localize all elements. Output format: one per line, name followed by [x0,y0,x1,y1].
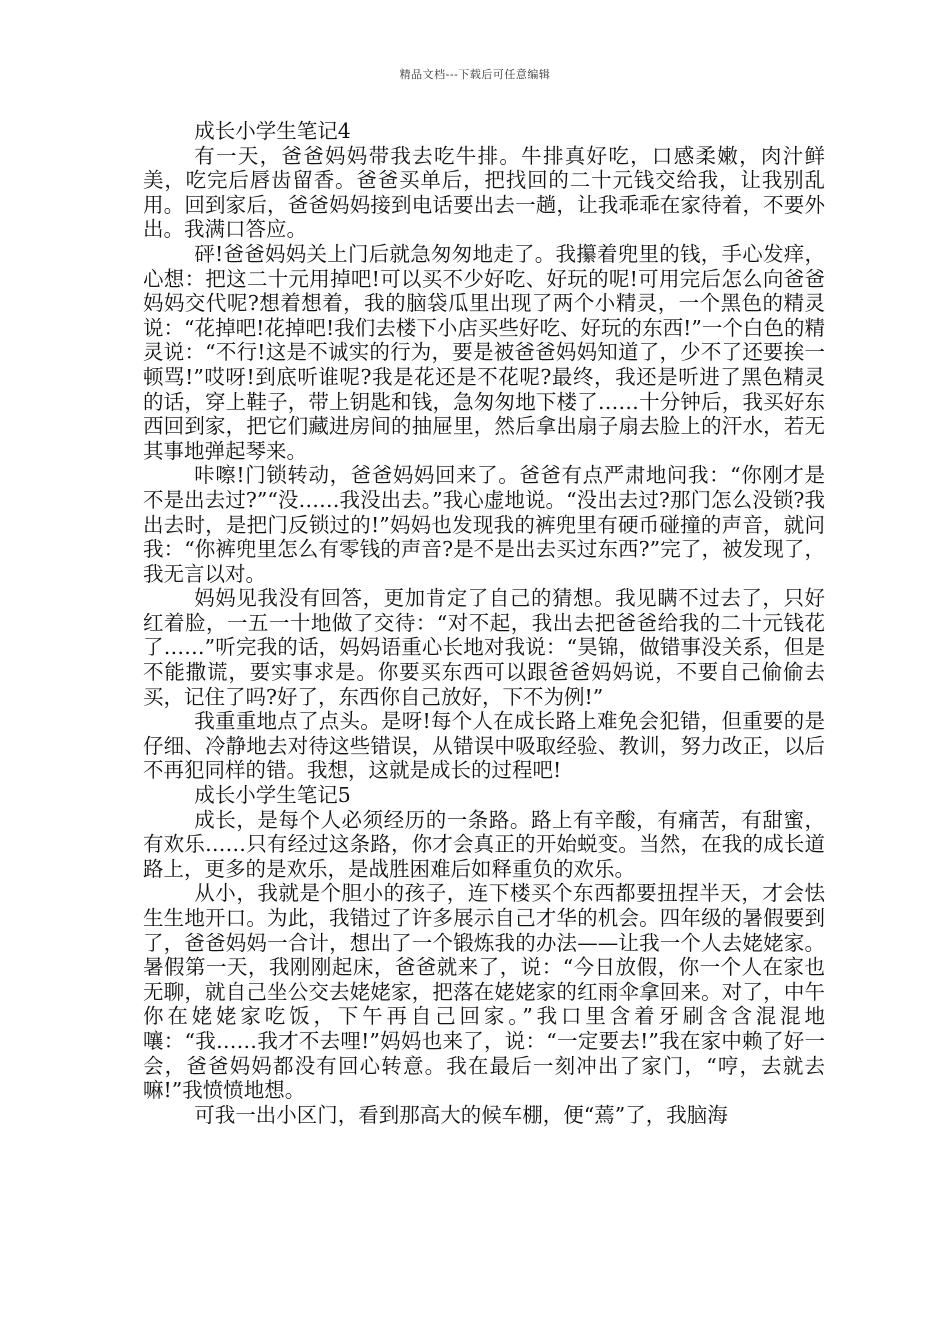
page-header-watermark: 精品文档---下载后可任意编辑 [399,68,551,81]
paragraph: 妈妈见我没有回答，更加肯定了自己的猜想。我见瞒不过去了，只好红着脸，一五一十地做了交待：“对不起，我出去把爸爸给我的二十元钱花了……”听完我的话，妈妈语重心长地对我说：“昊锦，做错事没关系，但是不能撒谎，要实事求是。你要买东西可以跟爸爸妈妈说，不要自己偷偷去买，记住了吗?好了，东西你自己放好，下不为例!” [143,586,825,709]
paragraph: 有一天，爸爸妈妈带我去吃牛排。牛排真好吃，口感柔嫩，肉汁鲜美，吃完后唇齿留香。爸爸买单后，把找回的二十元钱交给我，让我别乱用。回到家后，爸爸妈妈接到电话要出去一趟，让我乖乖在家待着，不要外出。我满口答应。 [143,143,825,242]
paragraph: 咔嚓!门锁转动，爸爸妈妈回来了。爸爸有点严肃地问我：“你刚才是不是出去过?”“没……我没出去。”我心虚地说。“没出去过?那门怎么没锁?我出去时，是把门反锁过的!”妈妈也发现我的裤兜里有硬币碰撞的声音，就问我：“你裤兜里怎么有零钱的声音?是不是出去买过东西?”完了，被发现了，我无言以对。 [143,463,825,586]
paragraph: 从小，我就是个胆小的孩子，连下楼买个东西都要扭捏半天，才会怯生生地开口。为此，我错过了许多展示自己才华的机会。四年级的暑假要到了，爸爸妈妈一合计，想出了一个锻炼我的办法——让我一个人去姥姥家。暑假第一天，我刚刚起床，爸爸就来了，说：“今日放假，你一个人在家也无聊，就自己坐公交去姥姥家，把落在姥姥家的红雨伞拿回来。对了，中午你在姥姥家吃饭，下午再自己回家。”我口里含着牙刷含含混混地嚷：“我……我才不去哩!”妈妈也来了，说：“一定要去!”我在家中赖了好一会，爸爸妈妈都没有回心转意。我在最后一刻冲出了家门，“哼，去就去嘛!”我愤愤地想。 [143,881,825,1103]
paragraph: 砰!爸爸妈妈关上门后就急匆匆地走了。我攥着兜里的钱，手心发痒，心想：把这二十元用掉吧!可以买不少好吃、好玩的呢!可用完后怎么向爸爸妈妈交代呢?想着想着，我的脑袋瓜里出现了两个小精灵，一个黑色的精灵说：“花掉吧!花掉吧!我们去楼下小店买些好吃、好玩的东西!”一个白色的精灵说：“不行!这是不诚实的行为，要是被爸爸妈妈知道了，少不了还要挨一顿骂!”哎呀!到底听谁呢?我是花还是不花呢?最终，我还是听进了黑色精灵的话，穿上鞋子，带上钥匙和钱，急匆匆地下楼了……十分钟后，我买好东西回到家，把它们藏进房间的抽屉里，然后拿出扇子扇去脸上的汗水，若无其事地弹起琴来。 [143,241,825,463]
paragraph: 可我一出小区门，看到那高大的候车棚，便“蔫”了，我脑海 [194,1102,728,1127]
paragraph: 成长，是每个人必须经历的一条路。路上有辛酸，有痛苦，有甜蜜，有欢乐……只有经过这条路，你才会真正的开始蜕变。当然，在我的成长道路上，更多的是欢乐，是战胜困难后如释重负的欢乐。 [143,807,825,881]
section-heading: 成长小学生笔记5 [194,783,351,808]
paragraph: 我重重地点了点头。是呀!每个人在成长路上难免会犯错，但重要的是仔细、冷静地去对待这些错误，从错误中吸取经验、教训，努力改正，以后不再犯同样的错。我想，这就是成长的过程吧! [143,709,825,783]
section-heading: 成长小学生笔记4 [194,119,351,143]
document-body [143,119,825,1127]
